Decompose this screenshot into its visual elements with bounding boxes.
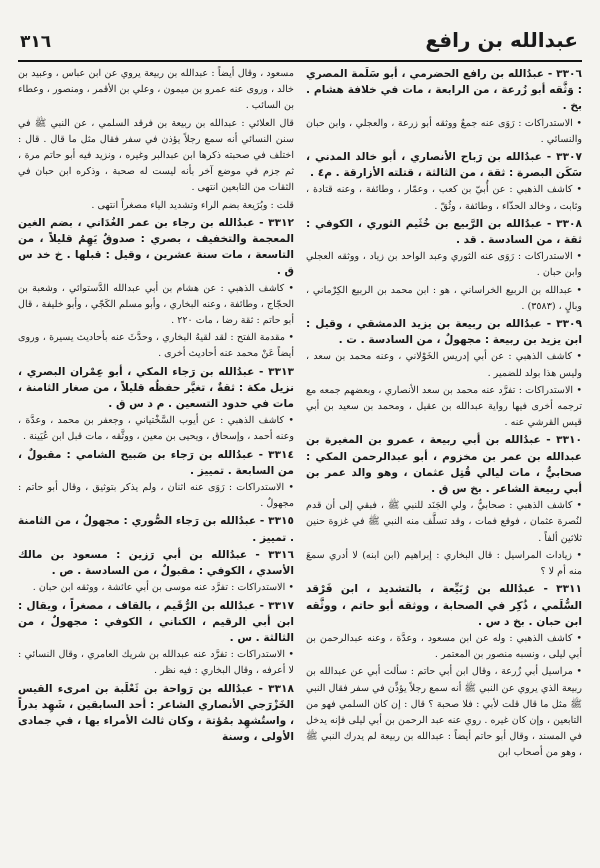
entry-paragraph: مسعود ، وقال أيضاً : عبدالله بن ربيعة يروي عن ابن عباس ، وعبيد بن خالد ، وروى عنه عمرو بن ميمون ، وعلي بن الأقمر ، ومنصور ، وعطاء بن السائب .: [18, 68, 294, 112]
entry-heading: ٣٣٠٧ - عبدُالله بن رَباح الأنصاري ، أبو خالد المدني ، سَكَن البصرة : ثقة ، من الثالثة ، قتلته الأزارقة . م٤ .: [306, 151, 582, 180]
entry-paragraph: • الاستدراكات : تفرَّد عنه عبدالله بن شريك العامري ، وقال النسائي : لا أعرفه ، وقال البخاري : فيه نظر .: [18, 649, 294, 677]
entry-paragraph: • كاشف الذهبي : عن أيوب السَّخْتياني ، وجعفر بن محمد ، وعدَّة ، وعنه أحمد ، وإسحاق ، ويحيى بن معين ، ووثَّقه ، مات قبل ابن عُيَينة .: [18, 415, 294, 443]
entry-heading: ٣٣١٦ - عبدُالله بن أبي رَزين : مسعود بن مالك الأسدي ، الكوفي : مقبولٌ ، من السادسة . ص .: [18, 548, 294, 578]
entry-heading: ٣٣١٨ - عبدُالله بن رَواحة بن ثَعْلَبة بن امرىء القيس الخَزْرَجي الأنصاري الشاعر : أحد السابقين ، شَهِد بدراً ، واستُشهِد بمُؤتة ، وكان ثالث الأمراء بها ، في جمادى الأولى ، وسنة: [18, 682, 294, 744]
page-number: ٣١٦: [20, 32, 52, 52]
entry-heading: ٣٣١١ - عبدُالله بن رُبَيِّعة ، بالتشديد ، ابن فَرْقد السُّلَمي ، ذُكِر في الصحابة ، ووثقه أبو حاتم ، ووثَّقه ابن حبان . بخ د س .: [306, 583, 582, 628]
entry-paragraph: • مقدمة الفتح : لقد لقيهُ البخاري ، وحدَّثَ عنه بأحاديث يسيرة ، وروى أيضاً عَنْ محمد عنه أحاديث أخرى .: [18, 332, 294, 360]
page-header: [0, 0, 600, 58]
entry-paragraph: • الاستدراكات : تفرَّد عنه موسى بن أبي عائشة ، ووثقه ابن حبان .: [32, 582, 294, 594]
entry-paragraph: • كاشف الذهبي : وله عن ابن مسعود ، وعدَّة ، وعنه عبدالرحمن بن أبي ليلى ، ونسبه منصور بن المعتمر .: [306, 632, 582, 661]
running-title: عبدالله بن رافع: [425, 28, 578, 52]
entry-paragraph: • الاستدراكات : تفرَّد عنه محمد بن سعد الأنصاري ، وبعضهم جمعه مع ترجمه أخرى فيها رواية عبدالله بن عقيل ، ومحمد بن سعيد بن أبي قيس القرشي عنه .: [306, 384, 582, 429]
entry-heading: ٣٣٠٩ - عبدُالله بن ربيعة بن يزيد الدمشقي ، وقيل : ابن يزيد بن ربيعة : مجهولٌ ، من السادسة . ت .: [306, 318, 582, 347]
entry-paragraph: • عبدالله بن الربيع الخراساني ، هو : ابن محمد بن الربيع الكِرْماني ، وبالٍ ، (٣٥٨٣) .: [306, 284, 582, 312]
entry-heading: ٣٣١٠ - عبدُالله بن أبي ربيعة ، عمرو بن المغيرة بن عبدالله بن عمر بن مخزوم ، أبو عبدالرحمن المكي : صحابيٌّ ، مات ليالي قُتِل عثمان ، وهو والد عمر بن أبي ربيعة الشاعر . بخ س ق .: [306, 434, 582, 496]
entry-paragraph: • الاستدراكات : رَوَى عنه جمعٌ ووثقه أبو زرعة ، والعجلي ، وابن حبان والنسائي .: [306, 117, 582, 145]
entry-paragraph: • كاشف الذهبي : عن أبي إدريس الخَوْلاني ، وعنه محمد بن سعد ، وليس هذا بولد للضمير .: [306, 351, 582, 379]
entry-paragraph: • كاشف الذهبي : عن هشام بن أبي عبدالله الدَّستوائي ، وشعبة بن الحجّاج ، وطائفة ، وعنه البخاري ، وأبو مسلم الكَجّي ، وأبو خليفة ، قال أبو حاتم : ثقة رضا ، مات ٢٢٠ .: [18, 282, 294, 327]
header-rule: [18, 60, 582, 62]
right-column: [306, 66, 582, 862]
entry-paragraph: • الاستدراكات : رَوَى عنه الثوري وعبد الواحد بن زياد ، ووثقه العجلي وابن حبان .: [306, 251, 582, 279]
entry-paragraph: • كاشف الذهبي : عن أُبيّ بن كعب ، وعمّار ، وطائفة ، وعنه قتادة ، وثابت ، وخالد الحذّاء ، وطائفة ، وثُقّ .: [306, 184, 582, 212]
entry-paragraph: قال العلائي : عبدالله بن ربيعة بن فرقد السلمي ، عن النبي ﷺ في سنن النسائي أنه سمع رجلاً يؤذن في سفر فقال مثل ما قال . قال : اختلف في صحبته ذكرها ابن عبدالبر وغيره ، ونزيد فيه أبو حاتم مرة ، ثم جزم في موضع آخر بأنه ليست له صحبة ، وذكره ابن حبان في الثقات من التابعين انتهى .: [18, 117, 294, 194]
entry-heading: ٣٣١٤ - عبدُالله بن رَجاء بن صَبيح الشامي : مقبولٌ ، من السابعة . تمييز .: [18, 448, 294, 477]
entry-paragraph: • كاشف الذهبي : صحابيٌّ ، ولي الجَنَد للنبي ﷺ ، فبقي إلى أن قدم لنُصرة عثمان ، فوقع فمات ، وقد تسلَّف منه النبي ﷺ في غزوة حنين ثلاثين ألفاً .: [306, 500, 582, 544]
text-columns: [18, 66, 582, 862]
entry-heading: ٣٣١٢ - عبدُالله بن رجاء بن عمر الغُدَاني ، بضم الغين المعجمة والتخفيف ، بصري : صدوقٌ يَهِمُ قليلاً ، من التاسعة ، مات سنة عشرين ، وقيل : قبلها . خ خد س ق .: [18, 216, 294, 278]
entry-heading: ٣٣٠٦ - عبدُالله بن رافع الحضرمي ، أبو سَلَمة المصري : وَثَّقه أبو زُرعة ، من الرابعة ، مات في خلافة هشام . بخ .: [306, 68, 582, 113]
entry-paragraph: قلت : وبُرَيعة بضم الراء وتشديد الياء مصغراً انتهى .: [91, 199, 294, 211]
entry-paragraph: • زيادات المراسيل : قال البخاري : إبراهيم (ابن ابنه) لا أدري سمعَ منه أم لا ؟: [306, 549, 582, 578]
entry-heading: ٣٣٠٨ - عبدُالله بن الرَّبيع بن خُثَيم الثوري ، الكوفي : ثقة ، من السادسة . قد .: [306, 217, 582, 247]
entry-heading: ٣٣١٧ - عبدُالله بن الرُّقَيم ، بالقاف ، مصغراً ، ويقال : ابن أبي الرقيم ، الكناني ، الكوفي : مجهولٌ ، من الثالثة . س .: [18, 599, 294, 644]
entry-heading: ٣٣١٥ - عبدُالله بن رَجاء الصُّوري : مجهولٌ ، من الثامنة . تمييز .: [18, 515, 294, 544]
left-column: [18, 66, 294, 862]
entry-paragraph: • مراسيل أبي زُرعة ، وقال ابن أبي حاتم : سألت أبي عن عبدالله بن ربيعة الذي يروي عن النبي ﷺ أنه سمع رجلاً يؤذِّن في سفر فقال النبي ﷺ مثل ما قال قلت لأبي : فلا صحبة ؟ قال : إن كان السلمي فهو من التابعين ، وإن كان غيره . روي عنه عبد الرحمن بن أبي ليلى فإنه يدخل في المسند ، وقال أبو حاتم أيضاً : عبدالله بن ربيعة لم يدرك النبي ﷺ ، وهو من أصحاب ابن: [306, 666, 582, 759]
entry-heading: ٣٣١٣ - عبدُالله بن رَجاء المكي ، أبو عِمْران البصري ، نزيل مكة : ثقةٌ ، تغيَّر حفظُه قليلاً ، من صغار الثامنة ، مات في حدود التسعين . م د س ق .: [18, 365, 294, 411]
entry-paragraph: • الاستدراكات : رَوَى عنه اثنان ، ولم يذكر بتوثيق ، وقال أبو حاتم : مجهولٌ .: [18, 482, 294, 510]
